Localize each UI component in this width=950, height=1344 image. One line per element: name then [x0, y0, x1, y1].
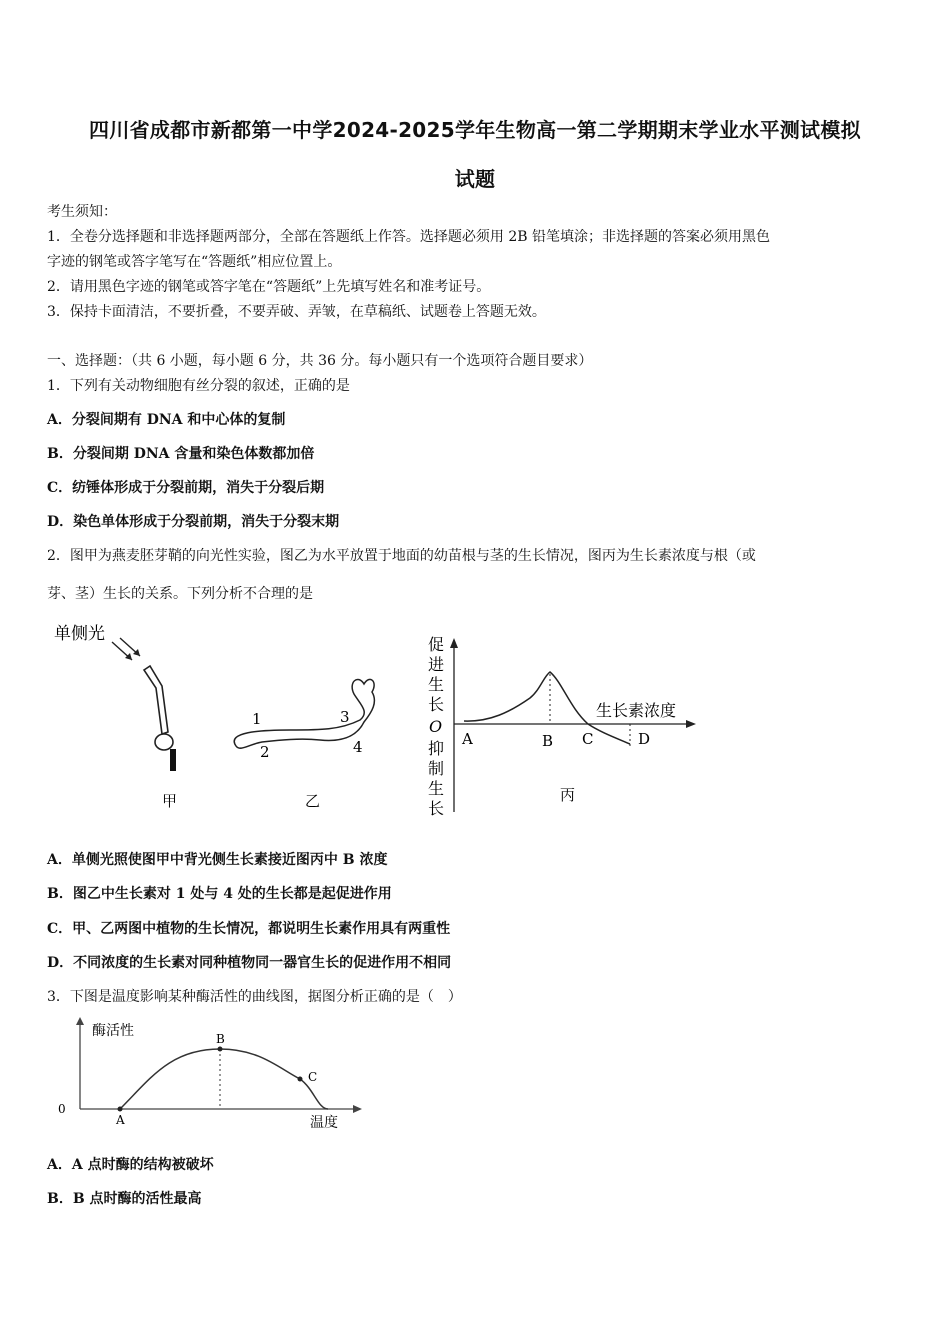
- q3-activity-curve: [120, 1049, 328, 1109]
- q3-point-c: C: [308, 1070, 318, 1084]
- y-label-bottom-3: 生: [428, 779, 445, 798]
- label-1: 1: [252, 710, 262, 728]
- q3-option-b: B．B 点时酶的活性最高: [47, 1191, 202, 1207]
- light-label: 单侧光: [54, 624, 105, 644]
- y-label-top-2: 进: [428, 655, 445, 674]
- notice-heading: 考生须知：: [47, 204, 117, 220]
- point-c: C: [582, 730, 594, 748]
- q3-point-b: B: [216, 1032, 225, 1046]
- label-3: 3: [340, 708, 350, 726]
- q3-point-b-dot: [218, 1047, 223, 1052]
- point-b: B: [542, 732, 554, 750]
- notice-item-3: 3．保持卡面清洁，不要折叠，不要弄破、弄皱，在草稿纸、试题卷上答题无效。: [47, 304, 546, 320]
- q2-option-b: B．图乙中生长素对 1 处与 4 处的生长都是起促进作用: [47, 886, 392, 902]
- x-axis-label: 生长素浓度: [596, 701, 677, 720]
- paper-title-line1: 四川省成都市新都第一中学2024-2025学年生物高一第二学期期末学业水平测试模拟: [89, 118, 861, 142]
- section-heading: 一、选择题：（共 6 小题，每小题 6 分，共 36 分。每小题只有一个选项符合题目要求）: [47, 353, 593, 369]
- notice-item-1b: 字迹的钢笔或答字笔写在“答题纸”相应位置上。: [47, 254, 342, 270]
- q2-figure: [40, 612, 720, 824]
- y-label-bottom-1: 抑: [428, 739, 445, 758]
- q2-stem-b: 芽、茎）生长的关系。下列分析不合理的是: [47, 586, 313, 602]
- notice-item-2: 2．请用黑色字迹的钢笔或答字笔在“答题纸”上先填写姓名和准考证号。: [47, 279, 491, 295]
- label-bing: 丙: [560, 786, 576, 804]
- y-label-top-3: 生: [428, 675, 445, 694]
- q1-option-a: A．分裂间期有 DNA 和中心体的复制: [47, 412, 286, 428]
- q3-origin: 0: [58, 1102, 66, 1116]
- x-axis-arrow: [686, 720, 696, 728]
- notice-item-1a: 1．全卷分选择题和非选择题两部分，全部在答题纸上作答。选择题必须用 2B 铅笔填涂；非选择题的答案必须用黑色: [47, 229, 770, 245]
- y-label-top-4: 长: [428, 695, 445, 714]
- q3-y-label: 酶活性: [92, 1023, 134, 1039]
- q2-option-d: D．不同浓度的生长素对同种植物同一器官生长的促进作用不相同: [47, 955, 452, 971]
- q3-point-c-dot: [298, 1077, 303, 1082]
- q2-option-a: A．单侧光照使图甲中背光侧生长素接近图丙中 B 浓度: [47, 852, 388, 868]
- q3-y-axis-arrow: [76, 1017, 84, 1025]
- y-label-top-1: 促: [428, 635, 445, 654]
- label-2: 2: [260, 743, 270, 761]
- paper-title-line2: 试题: [454, 167, 496, 191]
- label-4: 4: [353, 738, 363, 756]
- y-label-top: [428, 635, 444, 714]
- label-jia: 甲: [162, 792, 178, 810]
- q3-point-a-dot: [118, 1107, 123, 1112]
- q1-option-b: B．分裂间期 DNA 含量和染色体数都加倍: [47, 446, 315, 462]
- q1-option-d: D．染色单体形成于分裂前期，消失于分裂末期: [47, 514, 340, 530]
- q3-point-a: A: [116, 1113, 125, 1127]
- label-yi: 乙: [305, 792, 321, 810]
- coleoptile: [144, 666, 168, 734]
- seed: [155, 734, 173, 750]
- y-label-bottom-4: 长: [428, 799, 445, 818]
- q3-enzyme-chart: [50, 1015, 370, 1135]
- q3-stem: 3．下图是温度影响某种酶活性的曲线图，据图分析正确的是（ ）: [47, 989, 462, 1005]
- point-d: D: [638, 730, 651, 748]
- q1-stem: 1．下列有关动物细胞有丝分裂的叙述，正确的是: [47, 378, 350, 394]
- y-label-bottom-2: 制: [428, 759, 445, 778]
- q1-option-c: C．纺锤体形成于分裂前期，消失于分裂后期: [47, 480, 325, 496]
- y-label-bottom: [428, 739, 444, 818]
- q3-x-label: 温度: [310, 1115, 338, 1131]
- origin-label: O: [429, 717, 443, 736]
- q2-option-c: C．甲、乙两图中植物的生长情况，都说明生长素作用具有两重性: [47, 921, 451, 937]
- q3-option-a: A．A 点时酶的结构被破坏: [47, 1157, 214, 1173]
- q3-x-axis-arrow: [353, 1105, 362, 1113]
- point-a: A: [462, 730, 473, 748]
- coleoptile-base: [170, 749, 176, 771]
- q2-stem-a: 2．图甲为燕麦胚芽鞘的向光性实验，图乙为水平放置于地面的幼苗根与茎的生长情况，图丙为生长素浓度与根（或: [47, 548, 756, 564]
- y-axis-arrow: [450, 638, 458, 648]
